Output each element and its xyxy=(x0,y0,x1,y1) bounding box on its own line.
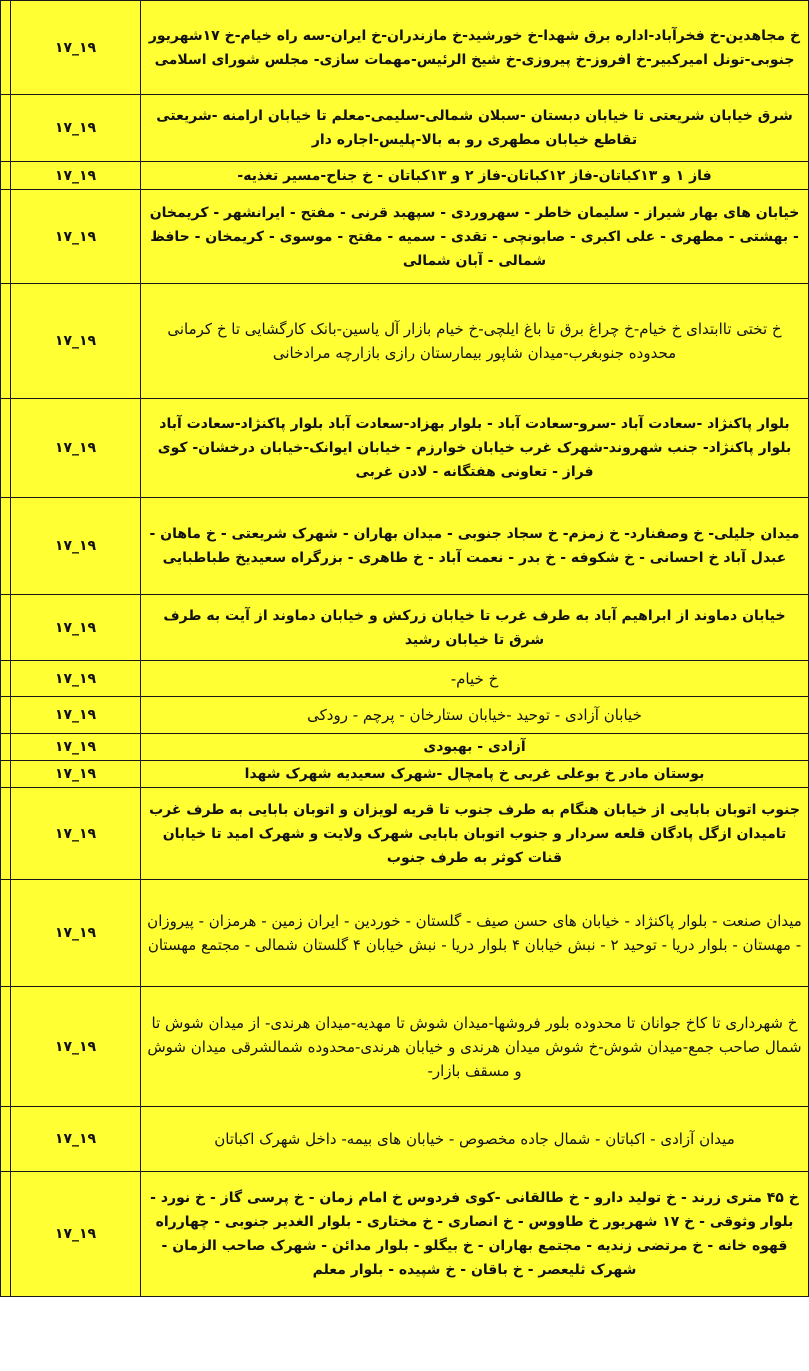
time-cell: ۱۷_۱۹ xyxy=(11,697,141,734)
table-row xyxy=(1,761,809,788)
area-cell: جنوب اتوبان بابایی از خیابان هنگام به طرف جنوب تا قریه لویزان و اتوبان بابایی به طرف غرب تامیدان ازگل پادگان قلعه سردار و جنوب اتوبان بابایی شهرک ولایت و شهرک امید تا خیابان قنات کوثر به طرف جنوب xyxy=(141,788,809,880)
table-row xyxy=(1,595,809,661)
edge-cell xyxy=(1,162,11,190)
area-cell: خ شهرداری تا کاخ جوانان تا محدوده بلور فروشها-میدان شوش تا مهدیه-میدان هرندی- از میدان شوش تا شمال صاحب جمع-میدان شوش-خ شوش میدان هرندی و خیابان هرندی-محدوده شمالشرقی میدان شوش و مسقف بازار- xyxy=(141,987,809,1107)
edge-cell xyxy=(1,595,11,661)
time-cell: ۱۷_۱۹ xyxy=(11,761,141,788)
area-cell: میدان جلیلی- خ وصفنارد- خ زمزم- خ سجاد جنوبی - میدان بهاران - شهرک شریعتی - خ ماهان - عبدل آباد خ احسانی - خ شکوفه - خ بدر - نعمت آباد - خ طاهری - بزرگراه سعیدیخ طباطبایی xyxy=(141,498,809,595)
table-row xyxy=(1,95,809,162)
time-cell: ۱۷_۱۹ xyxy=(11,880,141,987)
table-row xyxy=(1,1107,809,1172)
area-cell: بوستان مادر خ بوعلی غربی خ پامچال -شهرک سعیدیه شهرک شهدا xyxy=(141,761,809,788)
edge-cell xyxy=(1,1107,11,1172)
table-row xyxy=(1,697,809,734)
time-cell: ۱۷_۱۹ xyxy=(11,95,141,162)
table-row xyxy=(1,190,809,284)
time-cell: ۱۷_۱۹ xyxy=(11,987,141,1107)
edge-cell xyxy=(1,399,11,498)
table-row xyxy=(1,661,809,697)
edge-cell xyxy=(1,987,11,1107)
time-cell: ۱۷_۱۹ xyxy=(11,734,141,761)
edge-cell xyxy=(1,284,11,399)
time-cell: ۱۷_۱۹ xyxy=(11,399,141,498)
edge-cell xyxy=(1,661,11,697)
edge-cell xyxy=(1,190,11,284)
area-cell: میدان آزادی - اکباتان - شمال جاده مخصوص - خیابان های بیمه- داخل شهرک اکباتان xyxy=(141,1107,809,1172)
time-cell: ۱۷_۱۹ xyxy=(11,788,141,880)
table-row xyxy=(1,498,809,595)
edge-cell xyxy=(1,734,11,761)
edge-cell xyxy=(1,95,11,162)
area-cell: فاز ۱ و ۱۳کباتان-فاز ۱۲کباتان-فاز ۲ و ۱۳کباتان - خ جناح-مسیر تغذیه- xyxy=(141,162,809,190)
table-row xyxy=(1,788,809,880)
time-cell: ۱۷_۱۹ xyxy=(11,162,141,190)
time-cell: ۱۷_۱۹ xyxy=(11,190,141,284)
area-cell: خیابان آزادی - توحید -خیابان ستارخان - پرچم - رودکی xyxy=(141,697,809,734)
edge-cell xyxy=(1,1172,11,1297)
edge-cell xyxy=(1,788,11,880)
time-cell: ۱۷_۱۹ xyxy=(11,1,141,95)
table-row xyxy=(1,734,809,761)
area-cell: خیابان های بهار شیراز - سلیمان خاطر - سهروردی - سپهبد قرنی - مفتح - ایرانشهر - کریمخان - بهشتی - مطهری - علی اکبری - صابونچی - تقدی - سمیه - مفتح - موسوی - کریمخان - حافظ شمالی - آبان شمالی xyxy=(141,190,809,284)
area-cell: آزادی - بهبودی xyxy=(141,734,809,761)
time-cell: ۱۷_۱۹ xyxy=(11,1172,141,1297)
edge-cell xyxy=(1,1,11,95)
table-row xyxy=(1,1,809,95)
area-cell: خ ۴۵ متری زرند - خ تولید دارو - خ طالقانی -کوی فردوس خ امام زمان - خ پرسی گاز - خ نورد - بلوار وثوقی - خ ۱۷ شهریور خ طاووس - خ انصاری - خ مختاری - بلوار الغدیر جنوبی - چهارراه قهوه خانه - خ مرتضی زندیه - مجتمع بهاران - خ بیگلو - بلوار مدائن - شهرک صاحب الزمان - شهرک ثلیعصر - خ باقان - خ شپیده - بلوار معلم xyxy=(141,1172,809,1297)
edge-cell xyxy=(1,880,11,987)
area-cell: بلوار پاکنژاد -سعادت آباد -سرو-سعادت آباد - بلوار بهزاد-سعادت آباد بلوار پاکنژاد-سعادت آباد بلوار پاکنژاد- جنب شهروند-شهرک غرب خیابان خوارزم - خیابان ایوانک-خیابان درخشان- کوی فراز - تعاونی هفتگانه - لادن غربی xyxy=(141,399,809,498)
time-cell: ۱۷_۱۹ xyxy=(11,595,141,661)
table-row xyxy=(1,987,809,1107)
area-cell: میدان صنعت - بلوار پاکنژاد - خیابان های حسن صیف - گلستان - خوردین - ایران زمین - هرمزان - پیروزان - مهستان - بلوار دریا - توحید ۲ - نبش خیابان ۴ بلوار دریا - نبش خیابان ۴ گلستان شمالی - مجتمع مهستان xyxy=(141,880,809,987)
area-cell: خیابان دماوند از ابراهیم آباد به طرف غرب تا خیابان زرکش و خیابان دماوند از آیت به طرف شرق تا خیابان رشید xyxy=(141,595,809,661)
edge-cell xyxy=(1,697,11,734)
time-cell: ۱۷_۱۹ xyxy=(11,661,141,697)
edge-cell xyxy=(1,761,11,788)
table-row xyxy=(1,399,809,498)
table-row xyxy=(1,880,809,987)
area-cell: خ خیام- xyxy=(141,661,809,697)
time-cell: ۱۷_۱۹ xyxy=(11,1107,141,1172)
table-row xyxy=(1,1172,809,1297)
edge-cell xyxy=(1,498,11,595)
area-cell: خ مجاهدین-خ فخرآباد-اداره برق شهدا-خ خورشید-خ مازندران-خ ایران-سه راه خیام-خ ۱۷شهریور جنوبی-تونل امیرکبیر-خ افروز-خ پیروزی-خ شیخ الرئیس-مهمات سازی- مجلس شورای اسلامی xyxy=(141,1,809,95)
table-row xyxy=(1,162,809,190)
area-cell: شرق خیابان شریعتی تا خیابان دبستان -سبلان شمالی-سلیمی-معلم تا خیابان ارامنه -شریعتی تقاطع خیابان مطهری رو به بالا-پلیس-اجاره دار xyxy=(141,95,809,162)
table-row xyxy=(1,284,809,399)
time-cell: ۱۷_۱۹ xyxy=(11,498,141,595)
area-cell: خ تختی تاابتدای خ خیام-خ چراغ برق تا باغ ایلچی-خ خیام بازار آل یاسین-بانک کارگشایی تا خ کرمانی محدوده جنوبغرب-میدان شاپور بیمارستان رازی بازارچه مرادخانی xyxy=(141,284,809,399)
time-cell: ۱۷_۱۹ xyxy=(11,284,141,399)
